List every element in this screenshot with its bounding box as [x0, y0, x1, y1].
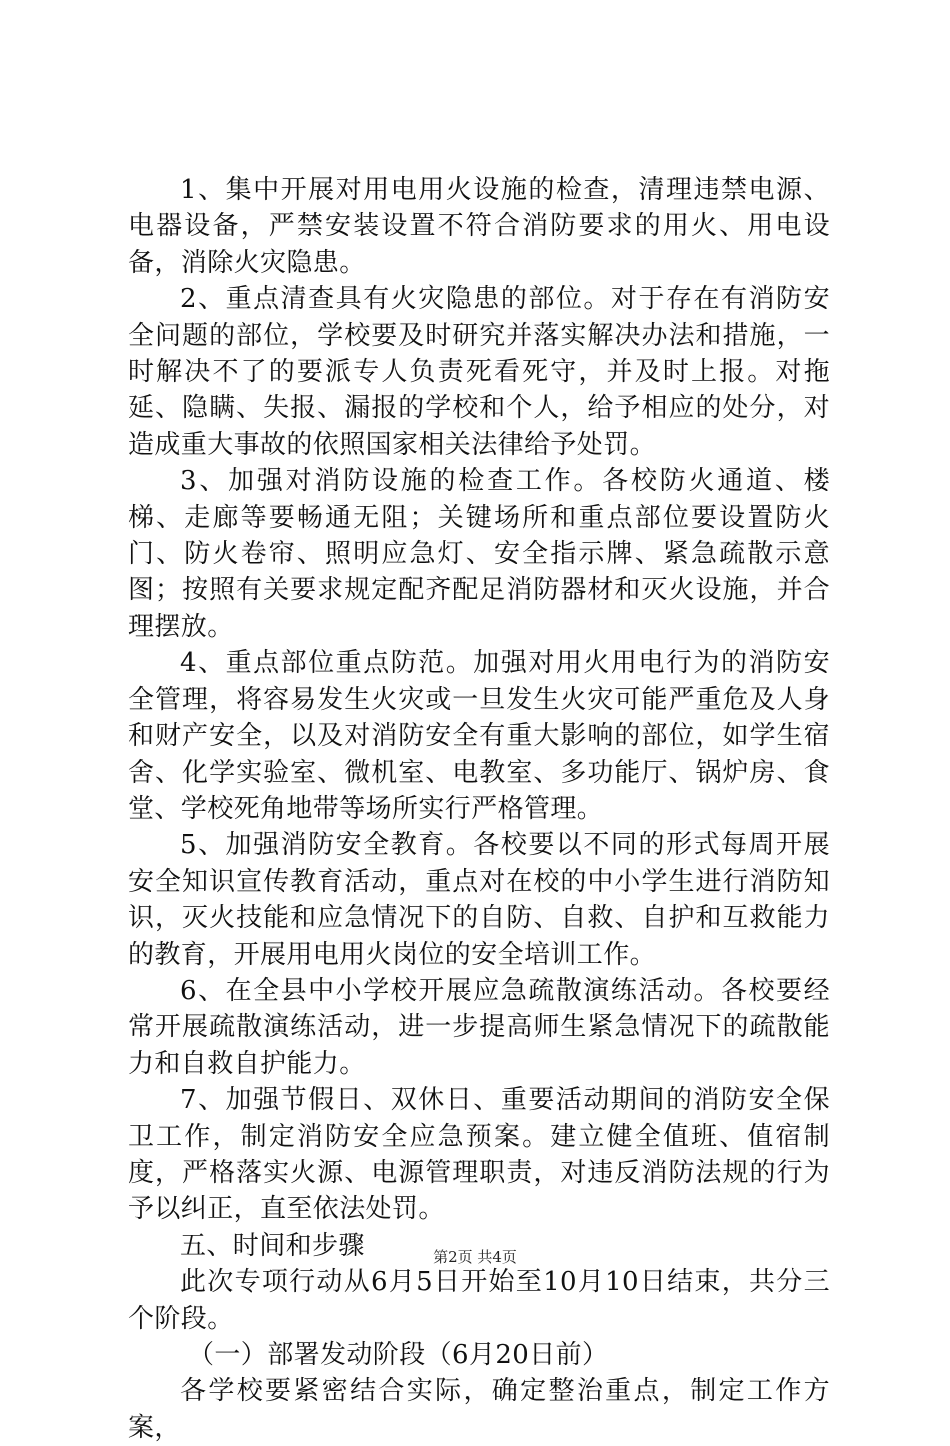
paragraph-item-4: 4、重点部位重点防范。加强对用火用电行为的消防安全管理，将容易发生火灾或一旦发生火灾可能严重危及人身和财产安全，以及对消防安全有重大影响的部位，如学生宿舍、化学实验室、微机室、电教室、多功能厅、锅炉房、食堂、学校死角地带等场所实行严格管理。 [128, 648, 830, 824]
paragraph-item-5: 5、加强消防安全教育。各校要以不同的形式每周开展安全知识宣传教育活动，重点对在校的中小学生进行消防知识，灭火技能和应急情况下的自防、自救、自护和互救能力的教育，开展用电用火岗位的安全培训工作。 [128, 830, 830, 970]
subsection-heading-deployment: （一）部署发动阶段（6月20日前） [188, 1340, 609, 1370]
section-heading-time-steps: 五、时间和步骤 [180, 1230, 365, 1261]
paragraph-schedule: 此次专项行动从6月5日开始至10月10日结束，共分三个阶段。 [128, 1267, 830, 1334]
paragraph-deployment: 各学校要紧密结合实际，确定整治重点，制定工作方案， [128, 1376, 830, 1443]
paragraph-item-6: 6、在全县中小学校开展应急疏散演练活动。各校要经常开展疏散演练活动，进一步提高师生紧急情况下的疏散能力和自救自护能力。 [128, 975, 830, 1079]
page-number-footer: 第2页 共4页 [433, 1248, 517, 1266]
paragraph-item-3: 3、加强对消防设施的检查工作。各校防火通道、楼梯、走廊等要畅通无阻；关键场所和重点部位要设置防火门、防火卷帘、照明应急灯、安全指示牌、紧急疏散示意图；按照有关要求规定配齐配足消防器材和灭火设施，并合理摆放。 [128, 466, 830, 642]
paragraph-item-7: 7、加强节假日、双休日、重要活动期间的消防安全保卫工作，制定消防安全应急预案。建立健全值班、值宿制度，严格落实火源、电源管理职责，对违反消防法规的行为予以纠正，直至依法处罚。 [128, 1085, 830, 1225]
paragraph-item-1: 1、集中开展对用电用火设施的检查，清理违禁电源、电器设备，严禁安装设置不符合消防要求的用火、用电设备，消除火灾隐患。 [128, 175, 830, 278]
paragraph-item-2: 2、重点清查具有火灾隐患的部位。对于存在有消防安全问题的部位，学校要及时研究并落实解决办法和措施，一时解决不了的要派专人负责死看死守，并及时上报。对拖延、隐瞒、失报、漏报的学校和个人，给予相应的处分，对造成重大事故的依照国家相关法律给予处罚。 [128, 284, 830, 460]
